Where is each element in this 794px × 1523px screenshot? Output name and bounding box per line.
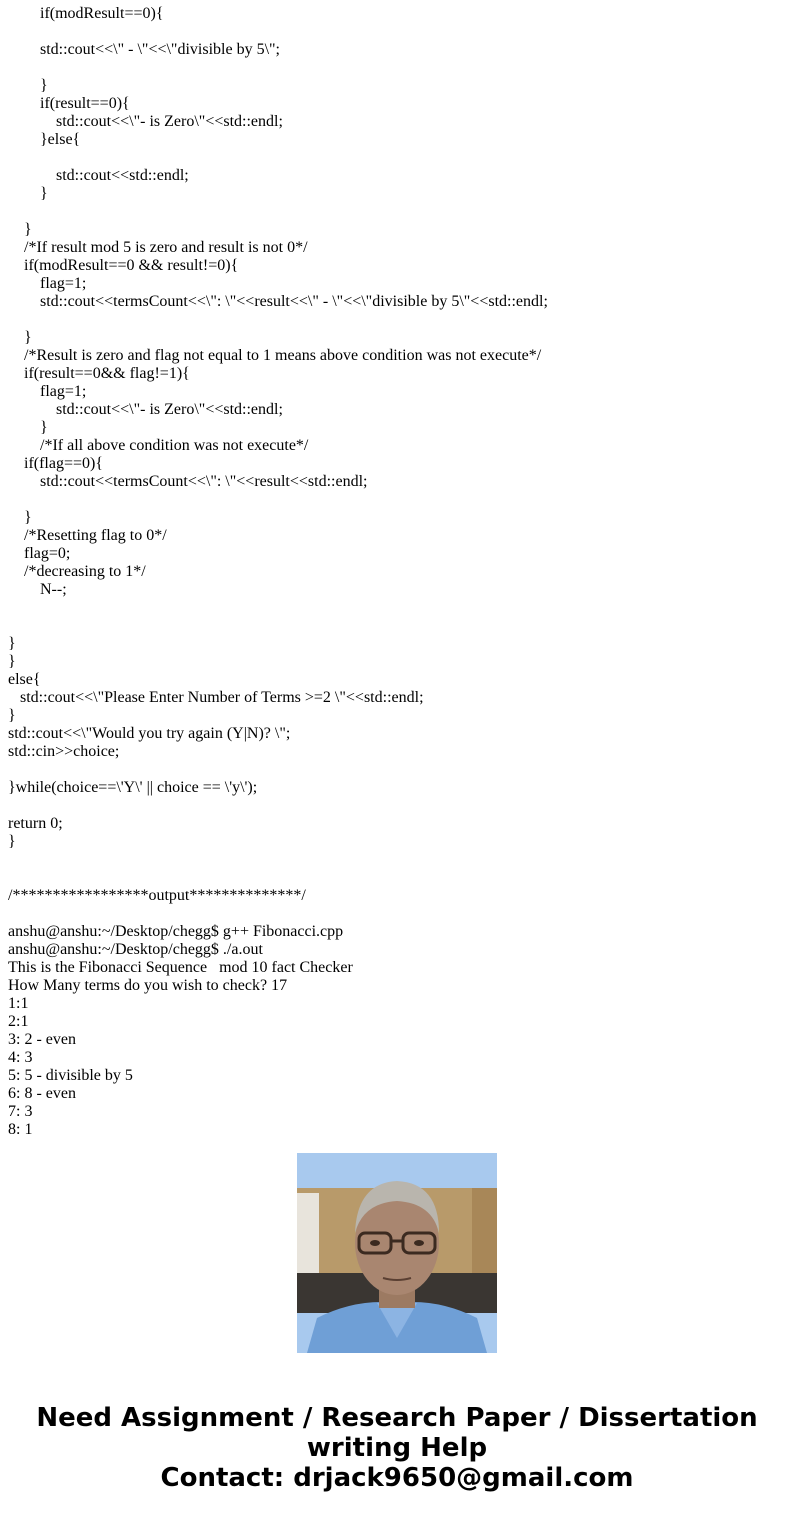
- code-line: else{: [8, 671, 41, 688]
- author-portrait-icon: [297, 1153, 497, 1353]
- code-line: return 0;: [8, 815, 63, 832]
- code-line: flag=1;: [8, 275, 87, 292]
- code-line: [8, 761, 788, 779]
- code-line: 4: 3: [8, 1049, 33, 1066]
- code-line: }: [8, 833, 16, 850]
- code-line: [8, 851, 788, 869]
- code-line: /*Resetting flag to 0*/: [8, 527, 167, 544]
- promo-line-2: writing Help: [306, 1433, 488, 1463]
- code-line: 5: 5 - divisible by 5: [8, 1067, 133, 1084]
- code-line: [8, 869, 788, 887]
- code-line: [8, 23, 788, 41]
- code-line: if(modResult==0 && result!=0){: [8, 257, 239, 274]
- code-line: }: [8, 653, 16, 670]
- code-line: /*****************output**************/: [8, 887, 306, 904]
- code-line: [8, 59, 788, 77]
- code-line: flag=0;: [8, 545, 71, 562]
- promo-line-1: Need Assignment / Research Paper / Dissertation: [36, 1403, 758, 1433]
- code-line: 2:1: [8, 1013, 29, 1030]
- code-line: N--;: [8, 581, 67, 598]
- promo-banner: [0, 1403, 794, 1493]
- code-line: /*If result mod 5 is zero and result is not 0*/: [8, 239, 308, 256]
- code-line: [8, 617, 788, 635]
- code-line: How Many terms do you wish to check? 17: [8, 977, 288, 994]
- code-line: This is the Fibonacci Sequence mod 10 fact Checker: [8, 959, 353, 976]
- code-line: flag=1;: [8, 383, 87, 400]
- code-line: anshu@anshu:~/Desktop/chegg$ ./a.out: [8, 941, 263, 958]
- code-line: }while(choice==\'Y\' || choice == \'y\');: [8, 779, 258, 796]
- code-line: [8, 599, 788, 617]
- code-line: std::cout<<termsCount<<\": \"<<result<<std::endl;: [8, 473, 368, 490]
- code-line: if(result==0&& flag!=1){: [8, 365, 190, 382]
- code-line: [8, 149, 788, 167]
- code-line: [8, 905, 788, 923]
- code-line: }: [8, 77, 48, 94]
- code-line: }: [8, 185, 48, 202]
- code-line: if(modResult==0){: [8, 5, 164, 22]
- code-line: }: [8, 329, 32, 346]
- code-line: }: [8, 221, 32, 238]
- code-line: /*decreasing to 1*/: [8, 563, 146, 580]
- code-listing: [8, 5, 788, 1138]
- code-line: }: [8, 419, 48, 436]
- code-line: anshu@anshu:~/Desktop/chegg$ g++ Fibonacci.cpp: [8, 923, 344, 940]
- promo-contact: Contact: drjack9650@gmail.com: [160, 1463, 634, 1493]
- code-line: std::cout<<\"- is Zero\"<<std::endl;: [8, 113, 283, 130]
- code-line: if(result==0){: [8, 95, 130, 112]
- code-line: 1:1: [8, 995, 29, 1012]
- code-line: std::cout<<termsCount<<\": \"<<result<<\" - \"<<\"divisible by 5\"<<std::endl;: [8, 293, 548, 310]
- code-line: std::cin>>choice;: [8, 743, 120, 760]
- code-line: [8, 203, 788, 221]
- code-line: std::cout<<std::endl;: [8, 167, 189, 184]
- author-photo: [297, 1153, 497, 1353]
- code-line: /*If all above condition was not execute*/: [8, 437, 309, 454]
- code-line: }: [8, 635, 16, 652]
- code-line: /*Result is zero and flag not equal to 1 means above condition was not execute*/: [8, 347, 542, 364]
- code-line: [8, 797, 788, 815]
- code-line: }: [8, 707, 16, 724]
- code-line: 3: 2 - even: [8, 1031, 76, 1048]
- code-line: std::cout<<\"Please Enter Number of Terms >=2 \"<<std::endl;: [8, 689, 424, 706]
- code-line: }: [8, 509, 32, 526]
- code-line: [8, 491, 788, 509]
- code-line: 6: 8 - even: [8, 1085, 76, 1102]
- code-line: [8, 311, 788, 329]
- code-line: 8: 1: [8, 1121, 33, 1138]
- code-line: }else{: [8, 131, 81, 148]
- code-line: 7: 3: [8, 1103, 33, 1120]
- code-line: std::cout<<\"- is Zero\"<<std::endl;: [8, 401, 283, 418]
- code-line: if(flag==0){: [8, 455, 104, 472]
- code-line: std::cout<<\" - \"<<\"divisible by 5\";: [8, 41, 280, 58]
- code-line: std::cout<<\"Would you try again (Y|N)? \";: [8, 725, 291, 742]
